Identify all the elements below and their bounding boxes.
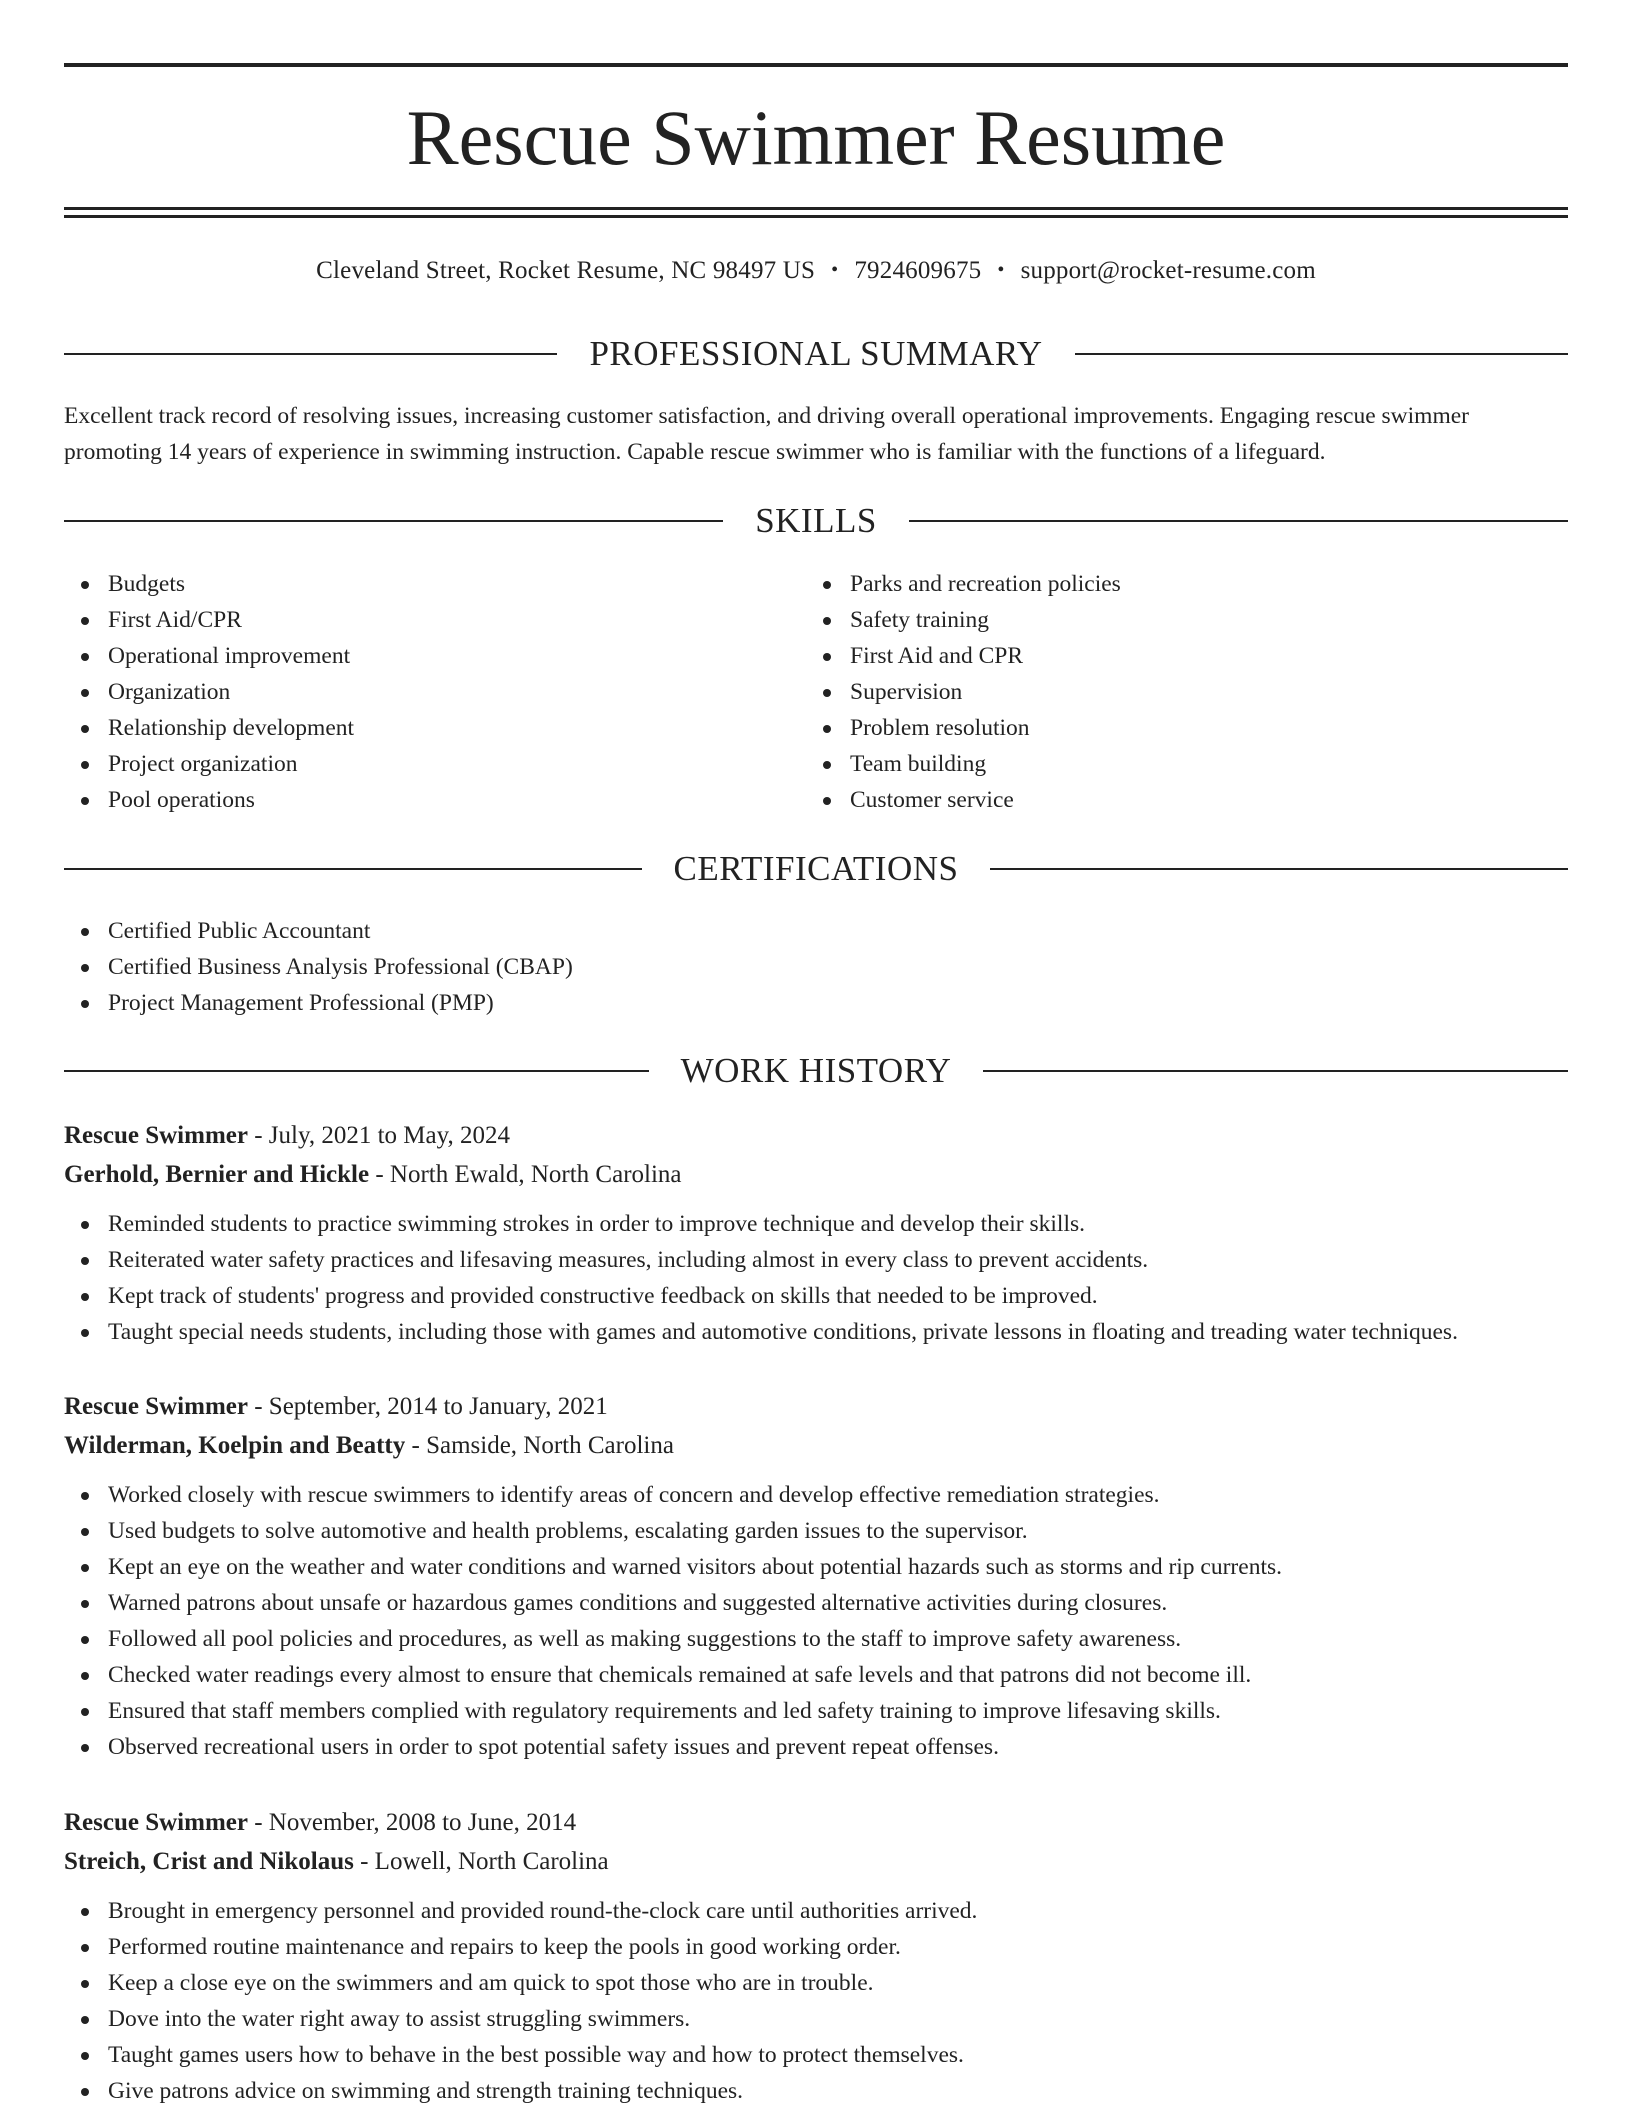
job-bullet: Dove into the water right away to assist struggling swimmers. xyxy=(64,2001,1568,2037)
job-bullets xyxy=(64,1206,1568,1350)
skill-item: Parks and recreation policies xyxy=(806,566,1566,602)
section-title-work-history: WORK HISTORY xyxy=(680,1051,952,1090)
job-location: - Lowell, North Carolina xyxy=(353,1848,609,1875)
section-title-certifications: CERTIFICATIONS xyxy=(673,849,959,888)
skill-item: Customer service xyxy=(806,782,1566,818)
job-entry xyxy=(64,1116,1568,1350)
job-dates: - July, 2021 to May, 2024 xyxy=(247,1122,511,1149)
job-company: Streich, Crist and Nikolaus xyxy=(64,1848,354,1875)
job-bullet: Performed routine maintenance and repairs to keep the pools in good working order. xyxy=(64,1929,1568,1965)
skills-list-left xyxy=(64,566,804,818)
section-title-skills: SKILLS xyxy=(755,501,877,540)
job-title: Rescue Swimmer xyxy=(64,1809,248,1836)
job-bullet: Used budgets to solve automotive and health problems, escalating garden issues to the supervisor. xyxy=(64,1513,1568,1549)
contact-email: support@rocket-resume.com xyxy=(1020,257,1316,284)
job-bullet: Observed recreational users in order to spot potential safety issues and prevent repeat offenses. xyxy=(64,1729,1568,1765)
certification-item: Project Management Professional (PMP) xyxy=(64,985,1568,1021)
job-bullet: Worked closely with rescue swimmers to identify areas of concern and develop effective remediation strategies. xyxy=(64,1477,1568,1513)
job-company: Wilderman, Koelpin and Beatty xyxy=(64,1432,406,1459)
job-location: - North Ewald, North Carolina xyxy=(369,1161,682,1188)
job-entry xyxy=(64,1803,1568,2109)
job-bullet: Keep a close eye on the swimmers and am quick to spot those who are in trouble. xyxy=(64,1965,1568,2001)
job-bullets xyxy=(64,1893,1568,2109)
section-rule-left xyxy=(64,520,723,522)
skill-item: Pool operations xyxy=(64,782,804,818)
contact-separator: • xyxy=(831,259,839,281)
section-rule-right xyxy=(1075,353,1568,355)
job-company: Gerhold, Bernier and Hickle xyxy=(64,1161,370,1188)
skill-item: Safety training xyxy=(806,602,1566,638)
contact-address: Cleveland Street, Rocket Resume, NC 98497 US xyxy=(316,257,816,284)
job-entry xyxy=(64,1387,1568,1765)
certification-item: Certified Business Analysis Professional (CBAP) xyxy=(64,949,1568,985)
section-header-certifications xyxy=(64,844,1568,894)
section-title-summary: PROFESSIONAL SUMMARY xyxy=(589,334,1043,373)
job-company-line xyxy=(64,1842,1568,1881)
section-header-skills xyxy=(64,496,1568,546)
section-header-summary xyxy=(64,329,1568,379)
job-bullet: Ensured that staff members complied with regulatory requirements and led safety training to improve lifesaving skills. xyxy=(64,1693,1568,1729)
job-title-line xyxy=(64,1387,1568,1426)
job-bullet: Taught games users how to behave in the best possible way and how to protect themselves. xyxy=(64,2037,1568,2073)
job-bullet: Brought in emergency personnel and provided round-the-clock care until authorities arrived. xyxy=(64,1893,1568,1929)
contact-separator: • xyxy=(997,259,1005,281)
job-title: Rescue Swimmer xyxy=(64,1393,248,1420)
job-company-line xyxy=(64,1426,1568,1465)
skill-item: Budgets xyxy=(64,566,804,602)
job-bullet: Give patrons advice on swimming and strength training techniques. xyxy=(64,2073,1568,2109)
job-bullet: Reiterated water safety practices and lifesaving measures, including almost in every class to prevent accidents. xyxy=(64,1242,1568,1278)
job-bullet: Warned patrons about unsafe or hazardous games conditions and suggested alternative activities during closures. xyxy=(64,1585,1568,1621)
skill-item: Operational improvement xyxy=(64,638,804,674)
job-bullet: Followed all pool policies and procedures, as well as making suggestions to the staff to improve safety awareness. xyxy=(64,1621,1568,1657)
skill-item: First Aid/CPR xyxy=(64,602,804,638)
skill-item: Relationship development xyxy=(64,710,804,746)
section-rule-left xyxy=(64,868,642,870)
skill-item: Team building xyxy=(806,746,1566,782)
skills-list-right xyxy=(806,566,1566,818)
top-rule xyxy=(64,63,1568,67)
job-bullet: Kept an eye on the weather and water conditions and warned visitors about potential hazards such as storms and rip currents. xyxy=(64,1549,1568,1585)
job-title: Rescue Swimmer xyxy=(64,1122,248,1149)
section-rule-right xyxy=(990,868,1568,870)
section-rule-left xyxy=(64,353,557,355)
resume-title: Rescue Swimmer Resume xyxy=(406,94,1226,181)
job-title-line xyxy=(64,1803,1568,1842)
contact-line xyxy=(64,254,1568,289)
job-bullet: Kept track of students' progress and provided constructive feedback on skills that needed to be improved. xyxy=(64,1278,1568,1314)
job-company-line xyxy=(64,1155,1568,1194)
section-rule-left xyxy=(64,1070,649,1072)
skill-item: Supervision xyxy=(806,674,1566,710)
certifications-list xyxy=(64,913,1568,1021)
job-dates: - November, 2008 to June, 2014 xyxy=(247,1809,577,1836)
skill-item: Problem resolution xyxy=(806,710,1566,746)
job-location: - Samside, North Carolina xyxy=(405,1432,674,1459)
job-bullet: Reminded students to practice swimming strokes in order to improve technique and develop their skills. xyxy=(64,1206,1568,1242)
skill-item: First Aid and CPR xyxy=(806,638,1566,674)
skill-item: Project organization xyxy=(64,746,804,782)
skill-item: Organization xyxy=(64,674,804,710)
summary-text: Excellent track record of resolving issues, increasing customer satisfaction, and driving overall operational improvements. Engaging rescue swimmer promoting 14 years of experience in swimming instruction. Capable rescue swimmer who is familiar with the functions of a lifeguard. xyxy=(64,403,1469,465)
contact-phone: 7924609675 xyxy=(854,257,982,284)
job-bullets xyxy=(64,1477,1568,1765)
title-double-rule xyxy=(64,207,1568,218)
job-bullet: Taught special needs students, including those with games and automotive conditions, private lessons in floating and treading water techniques. xyxy=(64,1314,1568,1350)
section-rule-right xyxy=(983,1070,1568,1072)
job-dates: - September, 2014 to January, 2021 xyxy=(247,1393,608,1420)
job-bullet: Checked water readings every almost to ensure that chemicals remained at safe levels and that patrons did not become ill. xyxy=(64,1657,1568,1693)
section-header-work-history xyxy=(64,1046,1568,1096)
job-title-line xyxy=(64,1116,1568,1155)
section-rule-right xyxy=(909,520,1568,522)
certification-item: Certified Public Accountant xyxy=(64,913,1568,949)
